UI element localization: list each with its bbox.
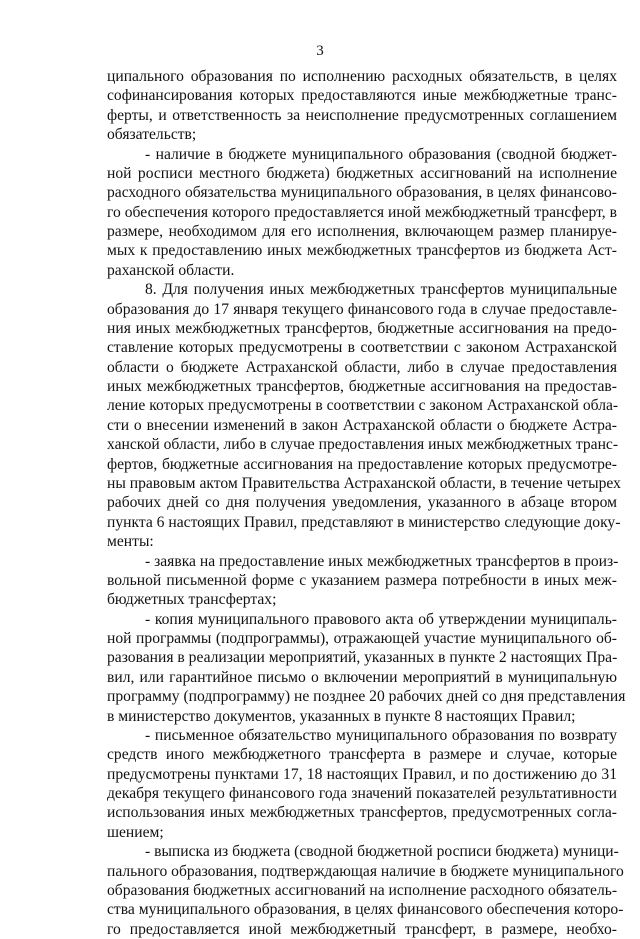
text-line: раханской области. — [107, 261, 235, 279]
text-line: предусмотрены пунктами 17, 18 настоящих Правил, и по достижению до 31 — [107, 765, 617, 783]
text-line: - копия муниципального правового акта об утверждении муниципаль- — [145, 610, 617, 628]
text-line: - выписка из бюджета (сводной бюджетной росписи бюджета) муници- — [145, 843, 619, 861]
text-line: ферты, и ответственность за неисполнение предусмотренных соглашением — [107, 106, 617, 124]
text-line: иных межбюджетных трансфертов, бюджетные ассигнования на предостав- — [107, 378, 617, 396]
text-line: ства муниципального образования, в целях финансового обеспечения которо- — [107, 901, 624, 919]
text-line: мых к предоставлению иных межбюджетных трансфертов из бюджета Аст- — [107, 242, 617, 260]
text-line: - заявка на предоставление иных межбюджетных трансфертов в произ- — [145, 552, 619, 570]
text-line: 8. Для получения иных межбюджетных трансфертов муниципальные — [145, 281, 617, 299]
text-line: менты: — [107, 533, 154, 551]
text-line: софинансирования которых предоставляются иные межбюджетные транс- — [107, 87, 617, 105]
text-line: использования иных межбюджетных трансфертов, предусмотренных согла- — [107, 804, 617, 822]
text-line: ципального образования по исполнению расходных обязательств, в целях — [107, 68, 617, 85]
text-line: шением; — [107, 823, 164, 841]
text-line: - письменное обязательство муниципального образования по возврату — [145, 726, 617, 744]
text-line: вил, или гарантийное письмо о включении мероприятий в муниципальную — [107, 668, 617, 686]
text-line: декабря текущего финансового года значений показателей результативности — [107, 785, 617, 803]
text-line: ной росписи местного бюджета) бюджетных ассигнований на исполнение — [107, 164, 617, 182]
text-line: - наличие в бюджете муниципального образования (сводной бюджет- — [145, 145, 617, 163]
text-line: бюджетных трансфертах; — [107, 591, 277, 609]
text-line: фертов, бюджетные ассигнования на предоставление которых предусмотре- — [107, 455, 617, 473]
text-line: ния иных межбюджетных трансфертов, бюджетные ассигнования на предо- — [107, 319, 617, 337]
text-line: ны правовым актом Правительства Астраханской области, в течение четырех — [107, 474, 621, 492]
text-line: пункта 6 настоящих Правил, представляют в министерство следующие доку- — [107, 513, 621, 531]
text-line: го обеспечения которого предоставляется иной межбюджетный трансферт, в — [107, 203, 617, 221]
text-line: области о бюджете Астраханской области, либо в случае предоставления — [107, 358, 617, 376]
page-number: 3 — [316, 43, 324, 59]
text-line: ление которых предусмотрены в соответствии с законом Астраханской обла- — [107, 397, 619, 415]
text-line: образования до 17 января текущего финансового года в случае предоставле- — [107, 300, 617, 318]
text-line: размере, необходимом для его исполнения, включающем размер планируе- — [107, 223, 617, 241]
text-line: ханской области, либо в случае предоставления иных межбюджетных транс- — [107, 436, 619, 454]
text-line: в министерство документов, указанных в пункте 8 настоящих Правил; — [107, 707, 576, 725]
text-line: го предоставляется иной межбюджетный трансферт, в размере, необхо- — [107, 920, 617, 938]
text-line: расходного обязательства муниципального образования, в целях финансово- — [107, 184, 617, 202]
text-line: разования в реализации мероприятий, указанных в пункте 2 настоящих Пра- — [107, 649, 618, 667]
text-line: средств иного межбюджетного трансферта в размере и случае, которые — [107, 746, 617, 764]
text-line: обязательств; — [107, 126, 197, 144]
text-line: пального образования, подтверждающая наличие в бюджете муниципального — [107, 862, 624, 880]
text-line: образования бюджетных ассигнований на исполнение расходного обязатель- — [107, 881, 618, 899]
text-line: ставление которых предусмотрены в соответствии с законом Астраханской — [107, 339, 617, 357]
text-line: рабочих дней со дня получения уведомления, указанного в абзаце втором — [107, 494, 617, 512]
text-line: ной программы (подпрограммы), отражающей участие муниципального об- — [107, 630, 617, 648]
text-line: сти о внесении изменений в закон Астраханской области о бюджете Астра- — [107, 416, 617, 434]
text-line: вольной письменной форме с указанием размера потребности в иных меж- — [107, 571, 617, 589]
text-line: программу (подпрограмму) не позднее 20 рабочих дней со дня представления — [107, 688, 626, 706]
